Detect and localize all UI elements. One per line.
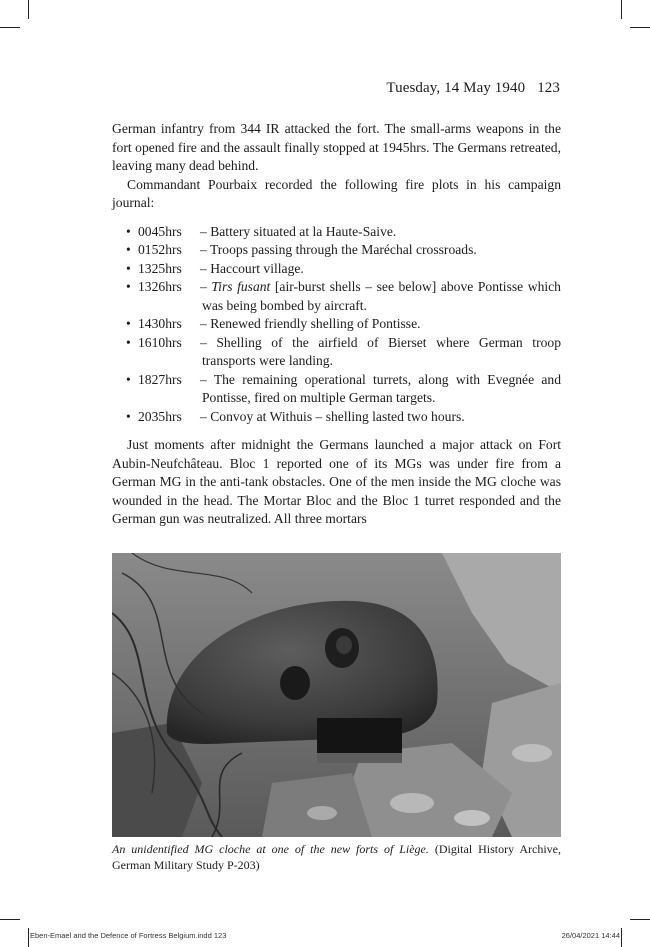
crop-mark: [28, 928, 29, 947]
dash: –: [200, 371, 207, 387]
plot-text: Battery situated at la Haute-Saive.: [210, 223, 397, 239]
fire-plot-list: [112, 223, 561, 427]
bullet-icon: •: [126, 371, 131, 387]
dash: –: [200, 223, 207, 239]
crop-mark: [630, 27, 650, 28]
plot-time: 2035hrs: [138, 408, 182, 424]
plot-time: 1326hrs: [138, 279, 182, 294]
crop-mark: [0, 919, 20, 920]
running-header: [386, 80, 560, 97]
plot-text: [air-burst shells – see below] above Pontisse which was being bombed by aircraft.: [202, 279, 561, 313]
bullet-icon: •: [126, 242, 131, 257]
list-item: [126, 260, 561, 279]
caption-credit: (Digital History Archive, German Military Study P-203): [112, 842, 562, 872]
dash: –: [200, 279, 207, 294]
list-item: [126, 408, 561, 427]
dash: –: [200, 334, 207, 350]
plot-time: 1430hrs: [138, 316, 182, 331]
list-item: [126, 315, 561, 334]
running-title: Tuesday, 14 May 1940: [386, 80, 526, 96]
dash: –: [200, 242, 207, 257]
caption-title: An unidentified MG cloche at one of the new forts of Liège.: [112, 842, 429, 856]
plot-text: Troops passing through the Maréchal crossroads.: [209, 242, 477, 257]
photo-caption: [112, 842, 561, 873]
bullet-icon: •: [126, 223, 131, 239]
page-number: 123: [537, 80, 560, 96]
bullet-icon: •: [126, 279, 131, 294]
plot-text: Convoy at Withuis – shelling lasted two hours.: [210, 408, 465, 424]
photo-mg-cloche: [112, 553, 561, 837]
list-item: [126, 223, 561, 242]
list-item: [126, 371, 561, 408]
footer-file: Eben-Emael and the Defence of Fortress Belgium.indd 123: [30, 931, 227, 940]
photo-illustration: [112, 553, 561, 837]
plot-time: 1325hrs: [138, 260, 182, 276]
crop-mark: [0, 27, 20, 28]
crop-mark: [621, 0, 622, 19]
dash: –: [200, 316, 207, 331]
plot-text: Renewed friendly shelling of Pontisse.: [210, 316, 421, 331]
plot-text: Shelling of the airfield of Bierset where German troop transports were landing.: [202, 334, 561, 368]
crop-mark: [621, 928, 622, 947]
paragraph: German infantry from 344 IR attacked the fort. The small-arms weapons in the fort opened fire and the assault finally stopped at 1945hrs. The Germans retreated, leaving many dead behind.: [112, 121, 561, 173]
list-item: [126, 278, 561, 315]
plot-time: 1610hrs: [138, 334, 182, 350]
crop-mark: [28, 0, 29, 19]
dash: –: [200, 260, 207, 276]
plot-text: Haccourt village.: [210, 260, 304, 276]
bullet-icon: •: [126, 260, 131, 276]
crop-mark: [630, 919, 650, 920]
paragraph: Just moments after midnight the Germans launched a major attack on Fort Aubin-Neufchâteau. Bloc 1 reported one of its MGs was under fire from a German MG in the anti-tank obstacles. One of the men inside the MG cloche was wounded in the head. The Mortar Bloc and the Bloc 1 turret responded and the German gun was neutralized. All three mortars: [112, 437, 561, 526]
plot-text: The remaining operational turrets, along with Evegnée and Pontisse, fired on multiple German targets.: [202, 371, 561, 405]
bullet-icon: •: [126, 408, 131, 424]
dash: –: [200, 408, 207, 424]
paragraph: Commandant Pourbaix recorded the following fire plots in his campaign journal:: [112, 176, 561, 210]
plot-time: 0152hrs: [138, 242, 182, 257]
list-item: [126, 334, 561, 371]
plot-italic-term: Tirs fusant: [211, 279, 271, 294]
plot-time: 0045hrs: [138, 223, 182, 239]
bullet-icon: •: [126, 334, 131, 350]
footer-timestamp: 26/04/2021 14:44: [561, 931, 620, 940]
bullet-icon: •: [126, 316, 131, 331]
body-text: [112, 120, 561, 529]
plot-time: 1827hrs: [138, 371, 182, 387]
list-item: [126, 241, 561, 260]
